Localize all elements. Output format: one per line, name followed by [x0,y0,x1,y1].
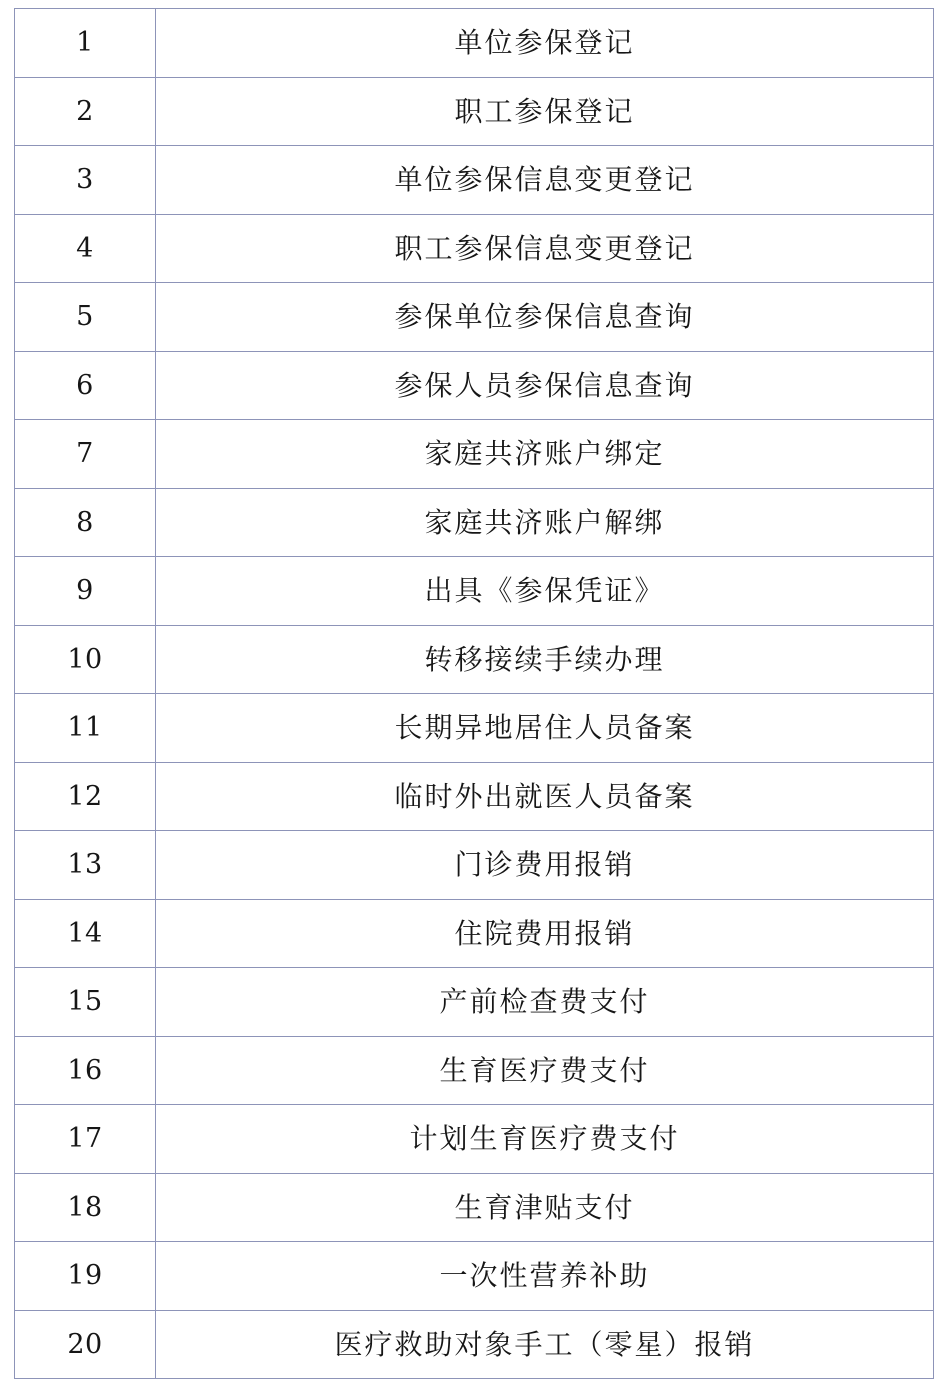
row-name-cell [156,1310,934,1379]
service-items-table [14,8,934,1379]
row-name: 家庭共济账户解绑 [424,505,665,539]
row-number: 17 [67,1123,103,1155]
row-number: 5 [76,301,94,333]
table-row [15,283,934,352]
row-name-cell [156,557,934,626]
row-name-cell [156,77,934,146]
row-number-cell [15,1242,156,1311]
table-row [15,694,934,763]
row-number-cell [15,214,156,283]
row-name: 参保人员参保信息查询 [394,368,695,402]
table-row [15,1036,934,1105]
row-number: 9 [76,575,94,607]
row-number-cell [15,1105,156,1174]
row-number-cell [15,420,156,489]
row-number: 12 [67,780,103,812]
row-name-cell [156,694,934,763]
row-name-cell [156,968,934,1037]
row-number: 1 [76,27,94,59]
row-name-cell [156,351,934,420]
row-name: 家庭共济账户绑定 [424,437,665,471]
table-row [15,625,934,694]
table-row [15,557,934,626]
row-number: 14 [67,917,103,949]
row-number: 4 [76,232,94,264]
row-number: 20 [67,1328,103,1360]
row-name: 生育医疗费支付 [439,1053,650,1087]
row-number-cell [15,488,156,557]
row-number: 13 [67,849,103,881]
table-row [15,831,934,900]
row-number: 2 [76,95,94,127]
table-row [15,1310,934,1379]
row-name: 产前检查费支付 [439,985,650,1019]
table-row [15,488,934,557]
row-name: 长期异地居住人员备案 [394,711,695,745]
row-name: 生育津贴支付 [454,1190,635,1224]
row-name: 职工参保信息变更登记 [394,231,695,265]
row-number: 16 [67,1054,103,1086]
table-row [15,1173,934,1242]
row-name-cell [156,899,934,968]
row-number-cell [15,625,156,694]
row-name-cell [156,9,934,78]
row-name: 医疗救助对象手工（零星）报销 [334,1327,755,1361]
row-number-cell [15,1173,156,1242]
row-name: 单位参保登记 [454,26,635,60]
row-number-cell [15,77,156,146]
row-number-cell [15,899,156,968]
row-number-cell [15,762,156,831]
row-number: 19 [67,1260,103,1292]
table-row [15,146,934,215]
row-number: 6 [76,369,94,401]
table-row [15,1105,934,1174]
row-name: 职工参保登记 [454,94,635,128]
row-number: 3 [76,164,94,196]
table-row [15,1242,934,1311]
row-name: 参保单位参保信息查询 [394,300,695,334]
table-row [15,762,934,831]
row-name: 临时外出就医人员备案 [394,779,695,813]
table-row [15,77,934,146]
row-number: 10 [67,643,103,675]
row-name-cell [156,214,934,283]
row-number-cell [15,831,156,900]
row-name-cell [156,831,934,900]
row-number: 18 [67,1191,103,1223]
row-name-cell [156,1105,934,1174]
row-number-cell [15,283,156,352]
table-row [15,351,934,420]
row-name-cell [156,420,934,489]
row-number-cell [15,1036,156,1105]
row-number-cell [15,1310,156,1379]
row-number-cell [15,351,156,420]
table-row [15,9,934,78]
row-name-cell [156,283,934,352]
row-name: 住院费用报销 [454,916,635,950]
row-name-cell [156,146,934,215]
row-number: 15 [67,986,103,1018]
row-number: 7 [76,438,94,470]
row-name: 出具《参保凭证》 [424,574,665,608]
row-number-cell [15,146,156,215]
row-name: 单位参保信息变更登记 [394,163,695,197]
row-name-cell [156,1036,934,1105]
row-name: 门诊费用报销 [454,848,635,882]
table-row [15,968,934,1037]
row-name-cell [156,762,934,831]
row-number-cell [15,694,156,763]
table-row [15,899,934,968]
table-row [15,420,934,489]
table-row [15,214,934,283]
row-name-cell [156,488,934,557]
row-number: 8 [76,506,94,538]
row-number-cell [15,9,156,78]
table-body [15,9,934,1379]
row-number: 11 [67,712,103,744]
row-name-cell [156,1242,934,1311]
row-number-cell [15,968,156,1037]
row-number-cell [15,557,156,626]
row-name: 一次性营养补助 [439,1259,650,1293]
row-name-cell [156,625,934,694]
row-name-cell [156,1173,934,1242]
row-name: 转移接续手续办理 [424,642,665,676]
row-name: 计划生育医疗费支付 [409,1122,680,1156]
